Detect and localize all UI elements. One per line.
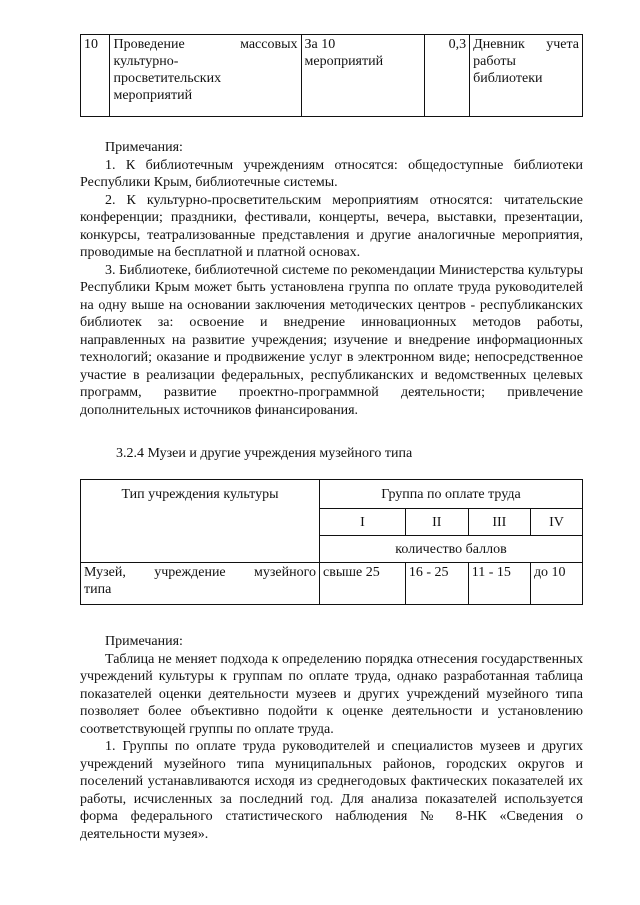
source-word: Дневник [473, 37, 525, 52]
group-label: I [320, 509, 406, 536]
group-label: III [468, 509, 530, 536]
points-value-cell: до 10 [530, 563, 582, 605]
indicator-name-word: массовых [240, 37, 298, 52]
museum-notes [80, 633, 583, 843]
table-header-row [81, 480, 583, 509]
indicator-name [110, 35, 301, 117]
points-value-cell: 16 - 25 [405, 563, 468, 605]
indicator-norm [301, 35, 425, 117]
column-header-group: Группа по оплате труда [320, 480, 583, 509]
note-paragraph: 1. Группы по оплате труда руководителей и специалистов музеев и других учреждений музейного типа муниципальных районов, городских округов и поселений устанавливаются исходя из среднегодовых фактических показателей их работы, исчисленных за последний год. Для анализа показателей используется форма федерального статистического наблюдения № 8-НК «Сведения о деятельности музея». [80, 739, 583, 842]
institution-line: типа [84, 582, 112, 597]
norm-line: мероприятий [304, 54, 384, 69]
institution-word: музейного [254, 565, 316, 580]
notes-heading: Примечания: [105, 140, 183, 155]
table-row [81, 35, 583, 117]
source-line: работы [473, 54, 516, 69]
source-line: библиотеки [473, 71, 543, 86]
indicator-name-line: просветительских [113, 71, 222, 86]
norm-line: За 10 [304, 37, 336, 52]
group-label: IV [530, 509, 582, 536]
column-header-type: Тип учреждения культуры [81, 480, 320, 563]
institution-word: Музей, [84, 565, 126, 580]
note-paragraph: 1. К библиотечным учреждениям относятся: общедоступные библиотеки Республики Крым, библиотечные системы. [80, 157, 583, 190]
indicator-value: 0,3 [425, 35, 470, 117]
library-indicator-table [80, 34, 583, 117]
institution-type-cell [81, 563, 320, 605]
table-row [81, 563, 583, 605]
institution-word: учреждение [154, 565, 226, 580]
library-notes [80, 139, 583, 419]
points-value-cell: свыше 25 [320, 563, 406, 605]
indicator-name-line: культурно- [113, 54, 179, 69]
indicator-name-line: мероприятий [113, 88, 193, 103]
note-paragraph: 3. Библиотеке, библиотечной системе по рекомендации Министерства культуры Республики Крым может быть установлена группа по оплате труда руководителей на одну выше на основании заключения методических центров - республиканских библиотек за: освоение и внедрение инновационных методов работы, направленных на развитие учреждения; изучение и внедрение информационных технологий; оказание и продвижение услуг в электронном виде; непосредственное участие в реализации федеральных, республиканских и ведомственных целевых программ, развитие проектно-программной деятельности; привлечение дополнительных источников финансирования. [80, 262, 583, 418]
source-word: учета [546, 37, 579, 52]
museum-group-table [80, 479, 583, 605]
notes-heading: Примечания: [105, 634, 183, 649]
group-label: II [405, 509, 468, 536]
note-paragraph: Таблица не меняет подхода к определению порядка отнесения государственных учреждений культуры к группам по оплате труда, однако разработанная таблица показателей оценки деятельности музеев и других учреждений музейного типа позволяет более объективно подойти к оценке деятельности и установлению соответствующей группы по оплате труда. [80, 651, 583, 737]
points-label: количество баллов [320, 536, 583, 563]
points-value-cell: 11 - 15 [468, 563, 530, 605]
note-paragraph: 2. К культурно-просветительским мероприятиям относятся: читательские конференции; праздники, фестивали, концерты, вечера, выставки, презентации, конкурсы, театрализованные представления и другие аналогичные мероприятия, проводимые на бесплатной и платной основах. [80, 192, 583, 260]
section-title: 3.2.4 Музеи и другие учреждения музейного типа [116, 446, 413, 461]
indicator-source [470, 35, 583, 117]
row-number: 10 [81, 35, 110, 117]
indicator-name-word: Проведение [113, 37, 185, 52]
